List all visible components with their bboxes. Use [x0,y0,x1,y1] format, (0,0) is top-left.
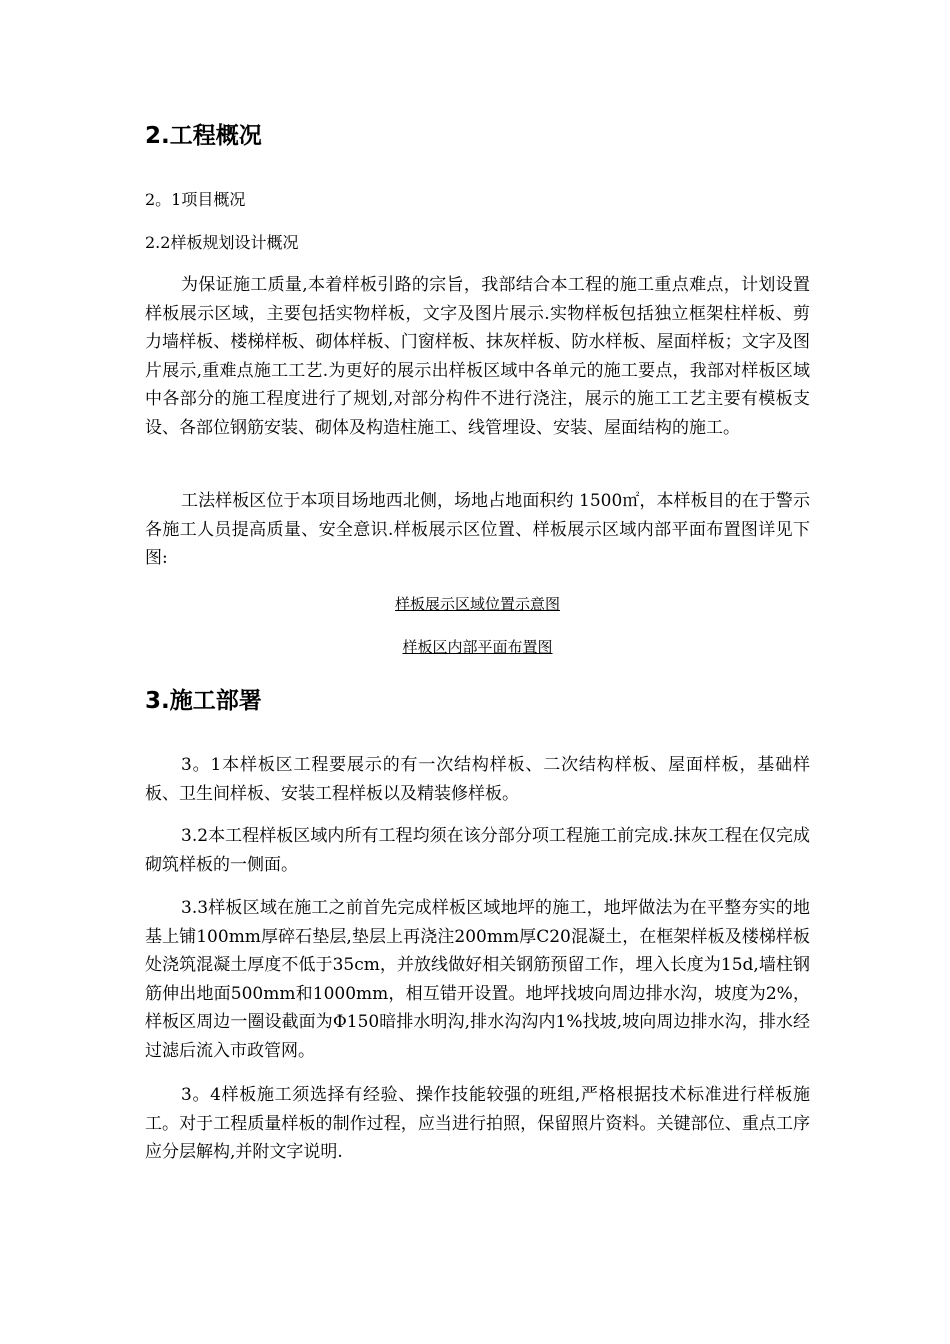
paragraph-sample-location: 工法样板区位于本项目场地西北侧，场地占地面积约 1500㎡，本样板目的在于警示各施工人员提高质量、安全意识.样板展示区位置、样板展示区域内部平面布置图详见下图: [145,491,810,568]
paragraph-3-4: 3。4样板施工须选择有经验、操作技能较强的班组,严格根据技术标准进行样板施工。对于工程质量样板的制作过程，应当进行拍照，保留照片资料。关键部位、重点工序应分层解构,并附文字说明. [145,1085,810,1162]
paragraph-sample-plan: 为保证施工质量,本着样板引路的宗旨，我部结合本工程的施工重点难点，计划设置样板展示区域，主要包括实物样板，文字及图片展示.实物样板包括独立框架柱样板、剪力墙样板、楼梯样板、砌体样板、门窗样板、抹灰样板、防水样板、屋面样板；文字及图片展示,重难点施工工艺.为更好的展示出样板区域中各单元的施工要点，我部对样板区域中各部分的施工程度进行了规划,对部分构件不进行浇注，展示的施工工艺主要有模板支设、各部位钢筋安装、砌体及构造柱施工、线管埋设、安装、屋面结构的施工。 [145,275,810,438]
subsection-2-1-heading: 2。1项目概况 [145,190,246,209]
paragraph-3-3: 3.3样板区域在施工之前首先完成样板区域地坪的施工，地坪做法为在平整夯实的地基上铺100mm厚碎石垫层,垫层上再浇注200mm厚C20混凝土，在框架样板及楼梯样板处浇筑混凝土厚度不低于35cm，并放线做好相关钢筋预留工作，埋入长度为15d,墙柱钢筋伸出地面500mm和1000mm，相互错开设置。地坪找坡向周边排水沟，坡度为2%，样板区周边一圈设截面为Φ150暗排水明沟,排水沟沟内1%找坡,坡向周边排水沟，排水经过滤后流入市政管网。 [145,898,810,1061]
figure-caption-location [145,594,810,614]
figure-caption-layout [145,637,810,657]
paragraph-3-1: 3。1本样板区工程要展示的有一次结构样板、二次结构样板、屋面样板，基础样板、卫生间样板、安装工程样板以及精装修样板。 [145,755,810,804]
figure-caption-layout-text: 样板区内部平面布置图 [402,638,553,656]
figure-caption-location-text: 样板展示区域位置示意图 [394,595,560,613]
subsection-2-2-heading: 2.2样板规划设计概况 [145,233,299,252]
section-2-heading: 2.工程概况 [145,123,262,149]
section-3-heading: 3.施工部署 [145,688,262,714]
paragraph-3-2: 3.2本工程样板区域内所有工程均须在该分部分项工程施工前完成.抹灰工程在仅完成砌筑样板的一侧面。 [145,826,810,875]
